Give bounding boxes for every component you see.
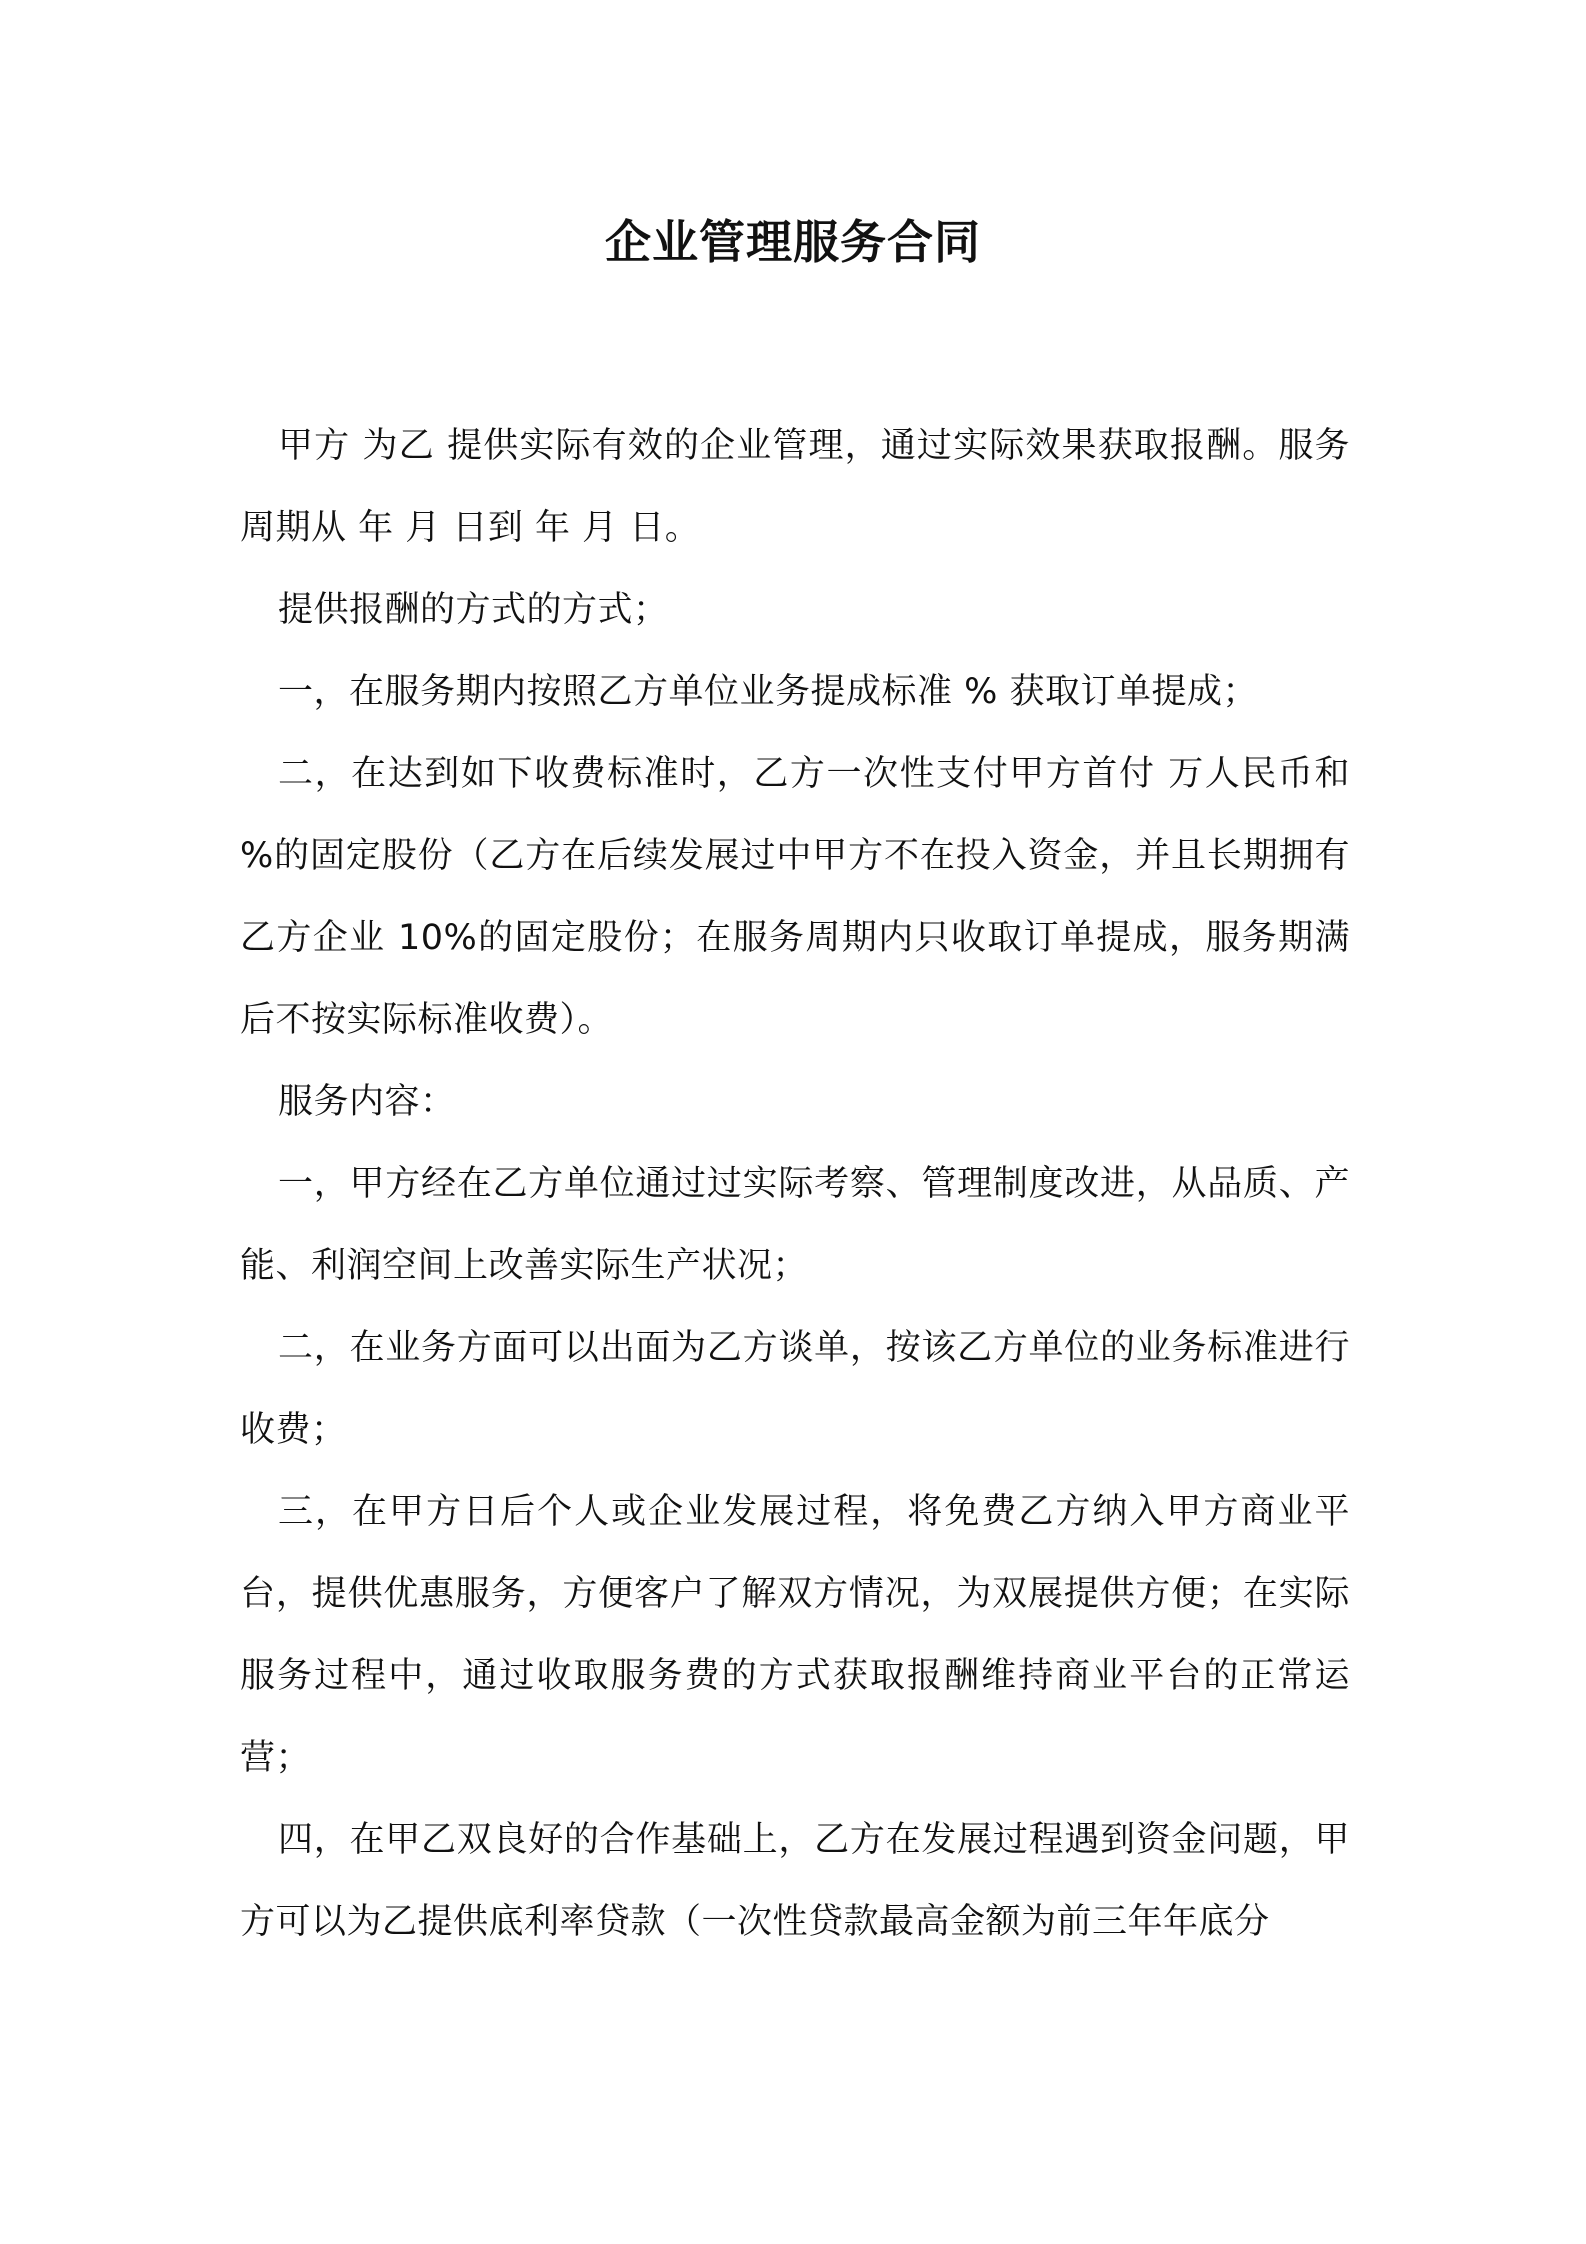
document-title: 企业管理服务合同: [605, 215, 981, 269]
paragraph-service-item-3: 三，在甲方日后个人或企业发展过程，将免费乙方纳入甲方商业平台，提供优惠服务，方便客户了解双方情况，为双展提供方便；在实际服务过程中，通过收取服务费的方式获取报酬维持商业平台的正常运营；: [240, 1492, 1350, 1778]
paragraph-payment-item-1: 一，在服务期内按照乙方单位业务提成标准 % 获取订单提成；: [278, 672, 1259, 712]
paragraph-payment-item-2: 二，在达到如下收费标准时，乙方一次性支付甲方首付 万人民币和 %的固定股份（乙方在后续发展过中甲方不在投入资金，并且长期拥有乙方企业 10%的固定股份；在服务周期内只收取订单提成，服务期满后不按实际标准收费）。: [240, 754, 1350, 1040]
paragraph-service-item-1: 一，甲方经在乙方单位通过过实际考察、管理制度改进，从品质、产能、利润空间上改善实际生产状况；: [240, 1164, 1350, 1286]
paragraph-service-item-4: 四，在甲乙双良好的合作基础上，乙方在发展过程遇到资金问题，甲方可以为乙提供底利率贷款（一次性贷款最高金额为前三年年底分: [240, 1820, 1350, 1942]
paragraph-service-content-heading: 服务内容：: [278, 1082, 456, 1122]
paragraph-service-term: 甲方 为乙 提供实际有效的企业管理，通过实际效果获取报酬。服务周期从 年 月 日到 年 月 日。: [240, 426, 1350, 548]
paragraph-service-item-2: 二，在业务方面可以出面为乙方谈单，按该乙方单位的业务标准进行收费；: [240, 1328, 1350, 1450]
paragraph-payment-method-heading: 提供报酬的方式的方式；: [278, 590, 669, 630]
document-body: [240, 405, 1350, 1963]
